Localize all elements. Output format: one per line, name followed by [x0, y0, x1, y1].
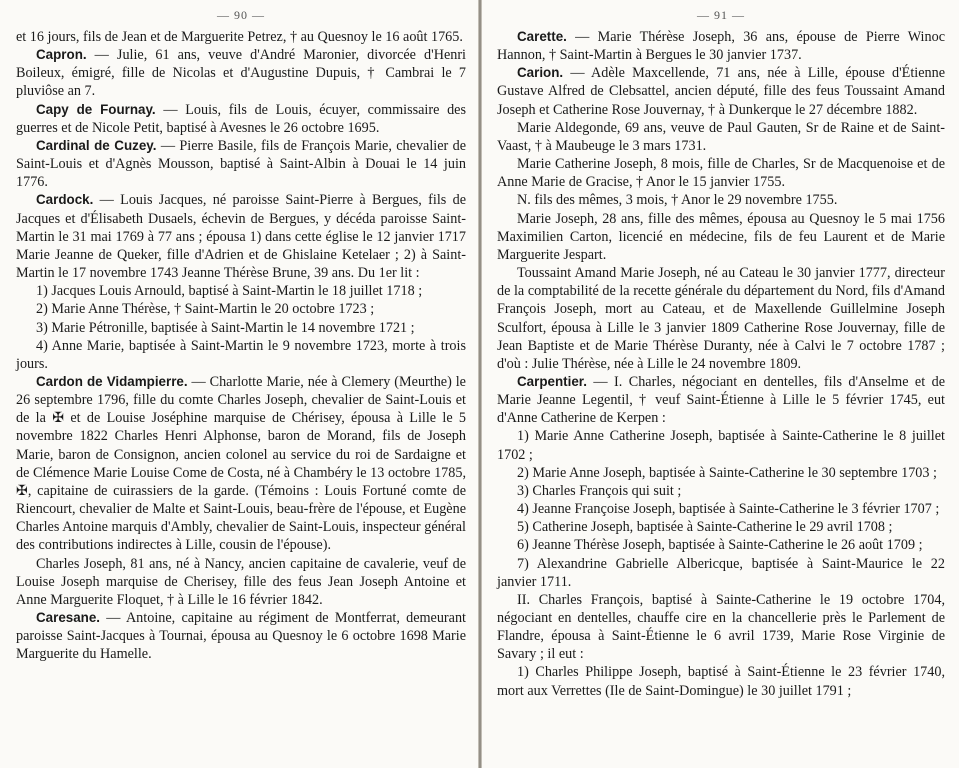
- entry-text: 7) Alexandrine Gabrielle Albericque, baptisée à Saint-Maurice le 22 janvier 1711.: [497, 555, 945, 590]
- text-paragraph: [497, 482, 945, 500]
- entry-text: — Louis, fils de Louis, écuyer, commissaire des guerres et de Nicole Petit, baptisé à Avesnes le 26 octobre 1695.: [16, 101, 466, 136]
- entry-text: et 16 jours, fils de Jean et de Marguerite Petrez, † au Quesnoy le 16 août 1765.: [16, 29, 463, 45]
- page-text: [497, 28, 945, 700]
- text-paragraph: [16, 300, 466, 318]
- text-paragraph: [497, 264, 945, 373]
- page-number: — 91 —: [697, 8, 745, 22]
- text-paragraph: [497, 210, 945, 264]
- entry-name: Carette.: [517, 29, 567, 44]
- entry-text: 1) Jacques Louis Arnould, baptisé à Saint-Martin le 18 juillet 1718 ;: [36, 283, 423, 300]
- page-right: [481, 0, 959, 768]
- text-paragraph: [16, 28, 466, 46]
- entry-text: 4) Anne Marie, baptisée à Saint-Martin le 9 novembre 1723, morte à trois jours.: [16, 337, 466, 372]
- entry-paragraph: [497, 64, 945, 118]
- text-paragraph: [497, 155, 945, 191]
- entry-text: N. fils des mêmes, 3 mois, † Anor le 29 novembre 1755.: [517, 192, 838, 209]
- entry-text: Marie Catherine Joseph, 8 mois, fille de Charles, Sr de Macquenoise et de Anne Marie de Gracise, † Anor le 15 janvier 1755.: [497, 156, 945, 191]
- entry-name: Cardon de Vidampierre.: [36, 373, 188, 389]
- entry-name: Caresane.: [36, 610, 101, 625]
- entry-text: — Pierre Basile, fils de François Marie, chevalier de Saint-Louis et d'Agnès Mousson, baptisé à Saint-Albin à Douai le 14 juin 1776.: [16, 137, 466, 191]
- text-paragraph: [497, 191, 945, 209]
- entry-text: — I. Charles, négociant en dentelles, fils d'Anselme et de Marie Jeanne Legentil, † veuf Saint-Étienne à Lille le 5 février 1745, eut d'Anne Catherine de Kerpen :: [497, 373, 945, 427]
- entry-paragraph: [497, 28, 945, 64]
- page-text: [16, 28, 466, 663]
- entry-paragraph: [16, 101, 466, 137]
- entry-text: — Louis Jacques, né paroisse Saint-Pierre à Bergues, fils de Jacques et d'Élisabeth Dusaels, échevin de Bergues, y décéda paroisse Saint-Martin le 31 mai 1769 à 77 ans ; épousa 1) dans cette église le 12 janvier 1717 Marie Jeanne de Queker, fille d'Adrien et de Ghislaine Ketelaer ; 2) à Saint-Martin le 17 novembre 1743 Jeanne Thérèse Brune, 39 ans. Du 1er lit :: [16, 192, 466, 282]
- text-paragraph: [497, 464, 945, 482]
- entry-text: 1) Marie Anne Catherine Joseph, baptisée à Sainte-Catherine le 8 juillet 1702 ;: [497, 428, 945, 463]
- entry-text: Marie Aldegonde, 69 ans, veuve de Paul Gauten, Sr de Raine et de Saint-Vaast, † à Maubeuge le 3 mars 1731.: [497, 119, 945, 154]
- entry-text: — Antoine, capitaine au régiment de Montferrat, demeurant paroisse Saint-Jacques à Tournai, épousa au Quesnoy le 6 octobre 1698 Marie Marguerite du Hamelle.: [16, 610, 466, 663]
- entry-paragraph: [16, 46, 466, 100]
- entry-paragraph: [497, 373, 945, 427]
- entry-text: 6) Jeanne Thérèse Joseph, baptisée à Sainte-Catherine le 26 août 1709 ;: [517, 537, 923, 554]
- entry-text: Charles Joseph, 81 ans, né à Nancy, ancien capitaine de cavalerie, veuf de Louise Joseph marquise de Cherisey, fille des feus Jean Joseph Antoine et Anne Marguerite Floquet, † à Lille le 16 février 1842.: [16, 555, 466, 608]
- entry-text: — Adèle Maxcellende, 71 ans, née à Lille, épouse d'Étienne Gustave Alfred de Clebsattel, ancien député, fille des feus Toussaint Amand Joseph et Catherine Rose Jouvernay, † à Dunkerque le 27 décembre 1882.: [497, 65, 945, 118]
- page-number: — 90 —: [217, 8, 265, 22]
- text-paragraph: [16, 337, 466, 373]
- entry-text: 3) Marie Pétronille, baptisée à Saint-Martin le 14 novembre 1721 ;: [36, 319, 415, 336]
- text-paragraph: [497, 591, 945, 664]
- entry-text: 3) Charles François qui suit ;: [517, 482, 682, 499]
- entry-text: 2) Marie Anne Thérèse, † Saint-Martin le 20 octobre 1723 ;: [36, 301, 375, 318]
- entry-text: 2) Marie Anne Joseph, baptisée à Sainte-Catherine le 30 septembre 1703 ;: [517, 464, 937, 481]
- entry-name: Capy de Fournay.: [36, 101, 156, 117]
- text-paragraph: [497, 536, 945, 554]
- text-paragraph: [497, 500, 945, 518]
- text-paragraph: [497, 427, 945, 463]
- entry-paragraph: [16, 373, 466, 555]
- entry-paragraph: [16, 609, 466, 663]
- text-paragraph: [16, 555, 466, 609]
- text-paragraph: [497, 518, 945, 536]
- entry-name: Capron.: [36, 47, 87, 63]
- text-paragraph: [16, 282, 466, 300]
- entry-name: Carpentier.: [517, 373, 587, 389]
- entry-text: — Marie Thérèse Joseph, 36 ans, épouse de Pierre Winoc Hannon, † Saint-Martin à Bergues le 30 janvier 1737.: [497, 29, 945, 64]
- entry-text: 4) Jeanne Françoise Joseph, baptisée à Sainte-Catherine le 3 février 1707 ;: [517, 501, 940, 518]
- text-paragraph: [16, 319, 466, 337]
- entry-text: II. Charles François, baptisé à Sainte-Catherine le 19 octobre 1704, négociant en dentelles, chauffe cire en la chancellerie près le Parlement de Flandre, épousa à Saint-Étienne le 6 avril 1739, Marie Rose Virginie de Savary ; il eut :: [497, 591, 945, 663]
- entry-name: Carion.: [517, 65, 564, 81]
- entry-text: Marie Joseph, 28 ans, fille des mêmes, épousa au Quesnoy le 5 mai 1756 Maximilien Carton, licencié en médecine, fils de feu Laurent et de Marie Marguerite Jespart.: [497, 210, 945, 263]
- entry-name: Cardock.: [36, 192, 94, 208]
- entry-text: Toussaint Amand Marie Joseph, né au Cateau le 30 janvier 1777, directeur de la comptabilité de la recette générale du département du Nord, fils d'Amand François Joseph, mort au Cateau, et de Maxellende Guillelmine Joseph Sculfort, épousa à Lille le 3 janvier 1809 Catherine Rose Jouvernay, fille de Jean Baptiste et de Marie Thérèse Duranty, née à Calvi le 7 octobre 1787 ; d'où : Julie Thérèse, née à Lille le 24 novembre 1809.: [497, 265, 945, 372]
- entry-paragraph: [16, 137, 466, 191]
- entry-name: Cardinal de Cuzey.: [36, 137, 157, 153]
- entry-paragraph: [16, 191, 466, 282]
- entry-text: — Julie, 61 ans, veuve d'André Maronier, divorcée d'Henri Boileux, émigré, fille de Nicolas et d'Augustine Dupuis, † Cambrai le 7 pluviôse an 7.: [16, 47, 466, 100]
- text-paragraph: [497, 663, 945, 699]
- text-paragraph: [497, 555, 945, 591]
- entry-text: 1) Charles Philippe Joseph, baptisé à Saint-Étienne le 23 février 1740, mort aux Verrettes (Ile de Saint-Domingue) le 30 juillet 1791 ;: [497, 664, 945, 699]
- entry-text: — Charlotte Marie, née à Clemery (Meurthe) le 26 septembre 1796, fille du comte Charles Joseph, chevalier de Saint-Louis et de la ✠ et de Louise Joséphine marquise de Chérisey, épousa à Lille le 5 novembre 1822 Charles Henri Alphonse, baron de Morand, fils de Joseph Marie, baron de Consignon, ancien colonel au service du roi de Sardaigne et de Clémence Marie Louise Come de Costa, né à Chambéry le 13 octobre 1785, ✠, capitaine de cuirassiers de la garde. (Témoins : Louis Fortuné comte de Riencourt, chevalier de Malte et Saint-Louis, beau-frère de l'épouse, et Eugène Charles Antoine marquis d'Ambly, chevalier de Saint-Louis, inspecteur général des contributions indirectes à Lille, cousin de l'épouse).: [16, 373, 466, 554]
- entry-text: 5) Catherine Joseph, baptisée à Sainte-Catherine le 29 avril 1708 ;: [517, 519, 893, 536]
- text-paragraph: [497, 119, 945, 155]
